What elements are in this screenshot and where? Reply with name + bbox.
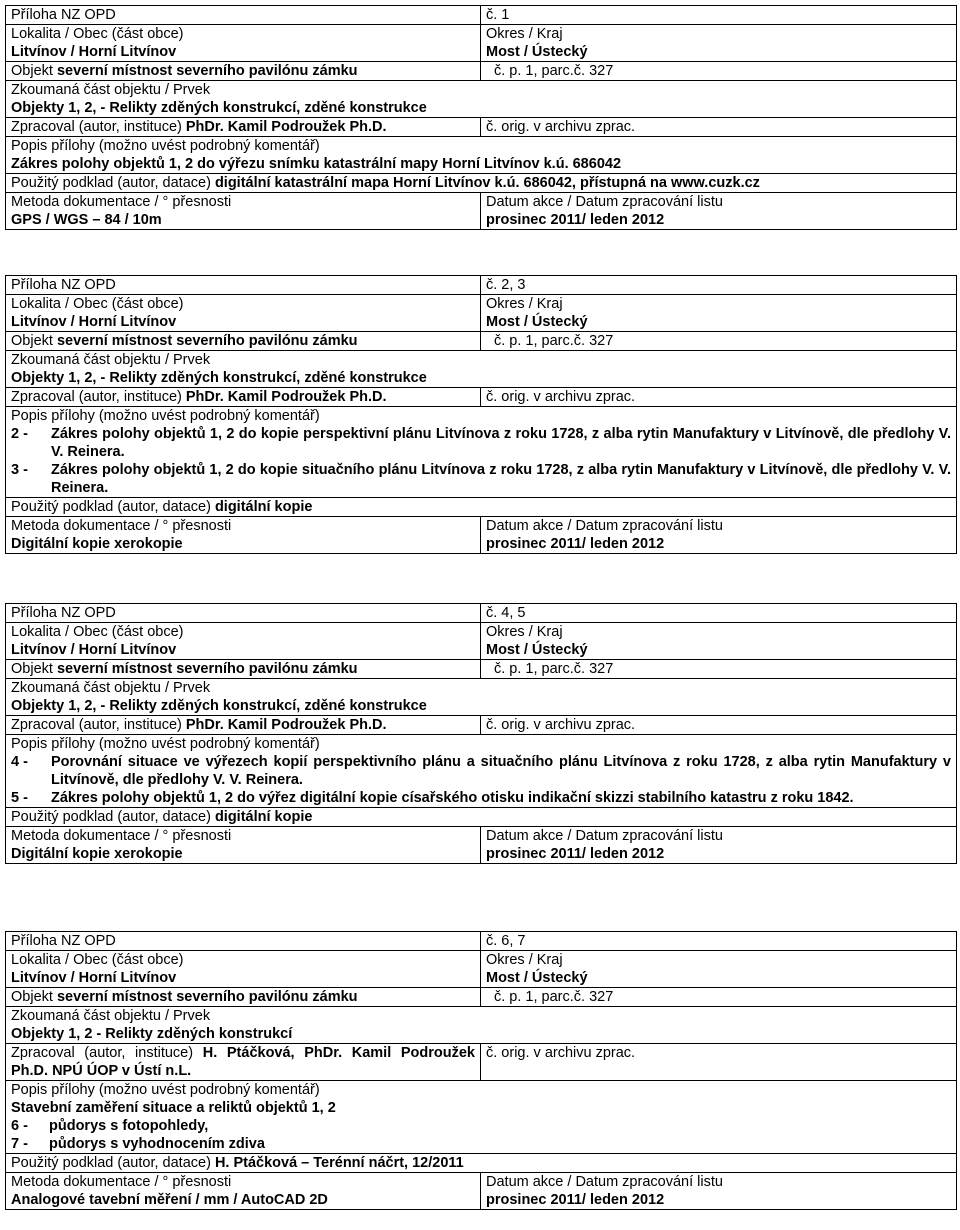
objekt-value: severní místnost severního pavilónu zámku [56,63,358,79]
popis-item [11,1117,951,1135]
popis-item-number: 7 - [11,1136,28,1152]
record-1 [5,5,956,230]
lokalita-label: Lokalita / Obec (část obce) [11,952,184,968]
metoda-value: Digitální kopie xerokopie [11,846,183,862]
metoda-label: Metoda dokumentace / ° přesnosti [11,518,232,534]
lokalita-label: Lokalita / Obec (část obce) [11,624,184,640]
priloha-label: Příloha NZ OPD [6,6,481,25]
orig-label: č. orig. v archivu zprac. [481,388,957,407]
popis-item-number: 6 - [11,1118,28,1134]
zpracoval-value: H. Ptáčková, PhDr. Kamil Podroužek Ph.D. NPÚ ÚOP v Ústí n.L. [11,1045,475,1079]
cp-value: č. p. 1, parc.č. 327 [494,63,614,79]
objekt-value: severní místnost severního pavilónu zámku [56,989,358,1005]
zpracoval-value: PhDr. Kamil Podroužek Ph.D. [185,389,387,405]
popis-label: Popis přílohy (možno uvést podrobný komentář) [11,138,320,154]
orig-label: č. orig. v archivu zprac. [481,716,957,735]
podklad-label: Použitý podklad (autor, datace) [11,175,211,191]
objekt-label: Objekt [11,333,53,349]
zpracoval-label: Zpracoval (autor, instituce) [11,1045,194,1061]
record-table [5,603,957,864]
datum-value: prosinec 2011/ leden 2012 [486,536,665,552]
podklad-value: digitální kopie [214,499,313,515]
podklad-label: Použitý podklad (autor, datace) [11,499,211,515]
priloha-label: Příloha NZ OPD [6,932,481,951]
lokalita-label: Lokalita / Obec (část obce) [11,296,184,312]
podklad-label: Použitý podklad (autor, datace) [11,1155,211,1171]
prvek-value: Objekty 1, 2, - Relikty zděných konstrukcí, zděné konstrukce [11,698,427,714]
podklad-value: digitální katastrální mapa Horní Litvínov k.ú. 686042, přístupná na www.cuzk.cz [214,175,760,191]
prvek-value: Objekty 1, 2 - Relikty zděných konstrukcí [11,1026,293,1042]
datum-value: prosinec 2011/ leden 2012 [486,846,665,862]
popis-item-text: Zákres polohy objektů 1, 2 do kopie situačního plánu Litvínova z roku 1728, z alba rytin Manufaktury v Litvínově, dle předlohy V. V. Reinera. [51,462,951,496]
popis-item-text: Porovnání situace ve výřezech kopií perspektivního plánu a situačního plánu Litvínova z roku 1728, z alba rytin Manufaktury v Litvínově, dle předlohy V. V. Reinera. [51,754,951,788]
lokalita-value: Litvínov / Horní Litvínov [11,44,177,60]
prvek-label: Zkoumaná část objektu / Prvek [11,352,211,368]
zpracoval-value: PhDr. Kamil Podroužek Ph.D. [185,717,387,733]
metoda-label: Metoda dokumentace / ° přesnosti [11,194,232,210]
datum-label: Datum akce / Datum zpracování listu [486,194,723,210]
record-3 [5,603,956,864]
cp-value: č. p. 1, parc.č. 327 [494,333,614,349]
popis-item-text: půdorys s vyhodnocením zdiva [49,1136,265,1152]
datum-value: prosinec 2011/ leden 2012 [486,1192,665,1208]
podklad-value: digitální kopie [214,809,313,825]
priloha-number: č. 6, 7 [481,932,957,951]
popis-item [11,753,951,789]
priloha-label: Příloha NZ OPD [6,604,481,623]
metoda-value: Analogové tavební měření / mm / AutoCAD 2D [11,1192,328,1208]
popis-label: Popis přílohy (možno uvést podrobný komentář) [11,408,320,424]
podklad-value: H. Ptáčková – Terénní náčrt, 12/2011 [214,1155,464,1171]
popis-item-number: 2 - [11,426,28,442]
objekt-label: Objekt [11,989,53,1005]
lokalita-value: Litvínov / Horní Litvínov [11,642,177,658]
cp-value: č. p. 1, parc.č. 327 [494,661,614,677]
popis-item [11,789,951,807]
popis-item-number: 3 - [11,462,28,478]
datum-label: Datum akce / Datum zpracování listu [486,1174,723,1190]
datum-label: Datum akce / Datum zpracování listu [486,518,723,534]
podklad-label: Použitý podklad (autor, datace) [11,809,211,825]
popis-list [11,753,951,807]
metoda-value: Digitální kopie xerokopie [11,536,183,552]
popis-item [11,461,951,497]
okres-value: Most / Ústecký [486,642,588,658]
popis-label: Popis přílohy (možno uvést podrobný komentář) [11,736,320,752]
popis-item-number: 5 - [11,790,28,806]
objekt-label: Objekt [11,661,53,677]
okres-label: Okres / Kraj [486,624,563,640]
record-4 [5,931,956,1210]
zpracoval-value: PhDr. Kamil Podroužek Ph.D. [185,119,387,135]
zpracoval-label: Zpracoval (autor, instituce) [11,389,182,405]
lokalita-label: Lokalita / Obec (část obce) [11,26,184,42]
lokalita-value: Litvínov / Horní Litvínov [11,970,177,986]
priloha-label: Příloha NZ OPD [6,276,481,295]
popis-item-text: Zákres polohy objektů 1, 2 do kopie perspektivní plánu Litvínova z roku 1728, z alba rytin Manufaktury v Litvínově, dle předlohy V. V. Reinera. [51,426,951,460]
record-2 [5,275,956,554]
metoda-label: Metoda dokumentace / ° přesnosti [11,828,232,844]
popis-label: Popis přílohy (možno uvést podrobný komentář) [11,1082,320,1098]
okres-value: Most / Ústecký [486,970,588,986]
okres-value: Most / Ústecký [486,314,588,330]
record-table [5,275,957,554]
prvek-label: Zkoumaná část objektu / Prvek [11,680,211,696]
popis-intro: Stavební zaměření situace a reliktů objektů 1, 2 [11,1100,336,1116]
orig-label: č. orig. v archivu zprac. [481,118,957,137]
prvek-value: Objekty 1, 2, - Relikty zděných konstrukcí, zděné konstrukce [11,370,427,386]
popis-item-text: půdorys s fotopohledy, [49,1118,209,1134]
record-table [5,5,957,230]
objekt-value: severní místnost severního pavilónu zámku [56,661,358,677]
prvek-label: Zkoumaná část objektu / Prvek [11,82,211,98]
priloha-number: č. 1 [481,6,957,25]
record-table [5,931,957,1210]
lokalita-value: Litvínov / Horní Litvínov [11,314,177,330]
popis-list [11,425,951,497]
datum-value: prosinec 2011/ leden 2012 [486,212,665,228]
metoda-label: Metoda dokumentace / ° přesnosti [11,1174,232,1190]
zpracoval-label: Zpracoval (autor, instituce) [11,119,182,135]
zpracoval-label: Zpracoval (autor, instituce) [11,717,182,733]
popis-item [11,425,951,461]
prvek-label: Zkoumaná část objektu / Prvek [11,1008,211,1024]
priloha-number: č. 4, 5 [481,604,957,623]
priloha-number: č. 2, 3 [481,276,957,295]
popis-value: Zákres polohy objektů 1, 2 do výřezu snímku katastrální mapy Horní Litvínov k.ú. 686042 [11,156,622,172]
okres-value: Most / Ústecký [486,44,588,60]
popis-item-number: 4 - [11,754,28,770]
cp-value: č. p. 1, parc.č. 327 [494,989,614,1005]
objekt-label: Objekt [11,63,53,79]
orig-label: č. orig. v archivu zprac. [481,1044,957,1081]
okres-label: Okres / Kraj [486,296,563,312]
metoda-value: GPS / WGS – 84 / 10m [11,212,162,228]
popis-item [11,1135,951,1153]
objekt-value: severní místnost severního pavilónu zámku [56,333,358,349]
okres-label: Okres / Kraj [486,26,563,42]
prvek-value: Objekty 1, 2, - Relikty zděných konstrukcí, zděné konstrukce [11,100,427,116]
okres-label: Okres / Kraj [486,952,563,968]
popis-item-text: Zákres polohy objektů 1, 2 do výřez digitální kopie císařského otisku indikační skizzi stabilního katastru z roku 1842. [51,790,854,806]
datum-label: Datum akce / Datum zpracování listu [486,828,723,844]
